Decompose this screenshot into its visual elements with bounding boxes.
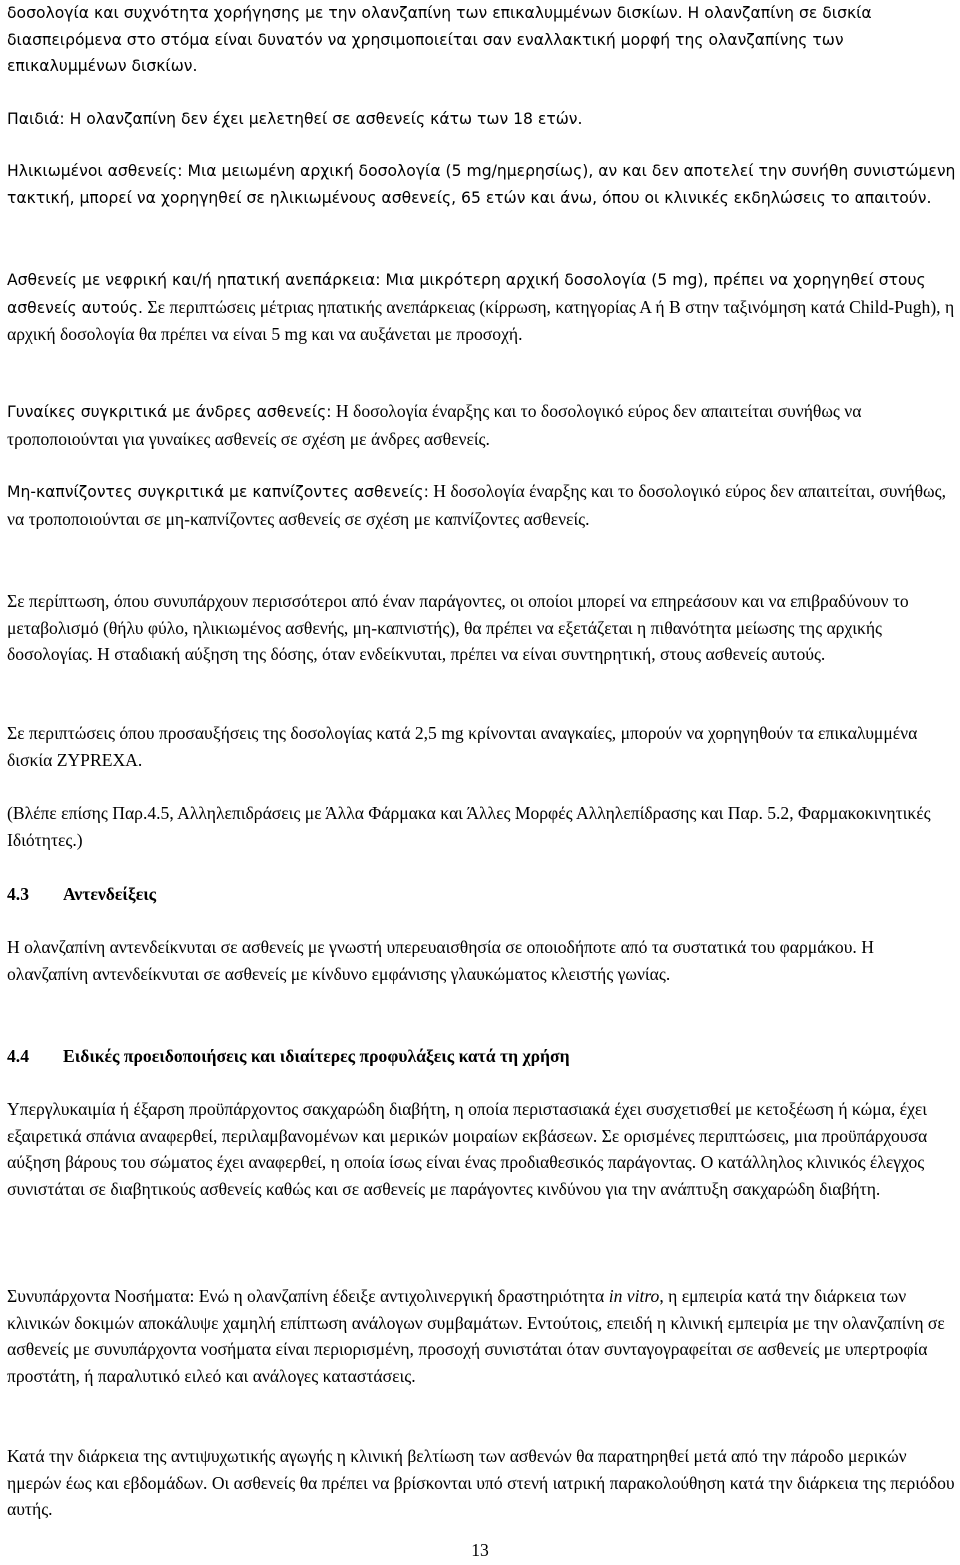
paragraph-nonsmokers xyxy=(7,478,957,532)
paragraph-women-text: Η δοσολογία έναρξης και το δοσολογικό εύρος δεν απαιτείται συνήθως να τροποποιούνται για γυναίκες ασθενείς σε σχέση με άνδρες ασθενείς. xyxy=(7,401,862,449)
section-heading-4-3 xyxy=(7,881,156,907)
paragraph-comorbidities-part2: , η εμπειρία κατά την διάρκεια των κλινικών δοκιμών αποκάλυψε χαμηλή επίπτωση ανάλογων συμβαμάτων. Εντούτοις, επειδή η κλινική εμπειρία με την ολανζαπίνη σε ασθενείς με συνυπάρχοντα νοσήματα είναι περιορισμένη, προσοχή συνιστάται όταν συνταγογραφείται σε ασθενείς με υπερτροφία προστάτη, ή παραλυτικό ειλεό και ανάλογες καταστάσεις. xyxy=(7,1286,945,1386)
section-title: Ειδικές προειδοποιήσεις και ιδιαίτερες προφυλάξεις κατά τη χρήση xyxy=(63,1046,570,1066)
section-number: 4.3 xyxy=(7,884,29,904)
page-number: 13 xyxy=(471,1540,489,1560)
paragraph-contraindications: Η ολανζαπίνη αντενδείκνυται σε ασθενείς με γνωστή υπερευαισθησία σε οποιοδήποτε από τα συστατικά του φαρμάκου. Η ολανζαπίνη αντενδείκνυται σε ασθενείς με κίνδυνο εμφάνισης γλαυκώματος κλειστής γωνίας. xyxy=(7,937,874,984)
paragraph-dosage-continuation: δοσολογία και συχνότητα χορήγησης με την ολανζαπίνη των επικαλυμμένων δισκίων. Η ολανζαπίνη σε δισκία διασπειρόμενα στο στόμα είναι δυνατόν να χρησιμοποιείται σαν εναλλακτική μορφή της ολανζαπίνης των επικαλυμμένων δισκίων. xyxy=(7,4,872,75)
paragraph-comorbidities xyxy=(7,1283,957,1389)
section-title: Αντενδείξεις xyxy=(63,884,157,904)
paragraph-women-label: Γυναίκες συγκριτικά με άνδρες ασθενείς: xyxy=(7,403,332,421)
paragraph-see-also: (Βλέπε επίσης Παρ.4.5, Αλληλεπιδράσεις με Άλλα Φάρμακα και Άλλες Μορφές Αλληλεπίδρασης και Παρ. 5.2, Φαρμακοκινητικές Ιδιότητες.) xyxy=(7,803,931,850)
paragraph-nonsmokers-label: Μη-καπνίζοντες συγκριτικά με καπνίζοντες ασθενείς: xyxy=(7,483,429,501)
paragraph-comorbidities-italic: in vitro xyxy=(608,1286,660,1306)
paragraph-multiple-factors: Σε περίπτωση, όπου συνυπάρχουν περισσότεροι από έναν παράγοντες, οι οποίοι μπορεί να επηρεάσουν και να επιβραδύνουν το μεταβολισμό (θήλυ φύλο, ηλικιωμένος ασθενής, μη-καπνιστής), θα πρέπει να εξετάζεται η πιθανότητα μείωσης της αρχικής δοσολογίας. Η σταδιακή αύξηση της δόσης, όταν ενδείκνυται, πρέπει να είναι συντηρητική, στους ασθενείς αυτούς. xyxy=(7,591,909,664)
paragraph-children: Παιδιά: Η ολανζαπίνη δεν έχει μελετηθεί σε ασθενείς κάτω των 18 ετών. xyxy=(7,110,583,128)
paragraph-renal-hepatic xyxy=(7,266,957,348)
paragraph-comorbidities-part1: Συνυπάρχοντα Νοσήματα: Ενώ η ολανζαπίνη έδειξε αντιχολινεργική δραστηριότητα xyxy=(7,1286,605,1306)
paragraph-dose-increments: Σε περιπτώσεις όπου προσαυξήσεις της δοσολογίας κατά 2,5 mg κρίνονται αναγκαίες, μπορούν να χορηγηθούν τα επικαλυμμένα δισκία ZYPREXA. xyxy=(7,723,918,770)
paragraph-elderly: Ηλικιωμένοι ασθενείς: Μια μειωμένη αρχική δοσολογία (5 mg/ημερησίως), αν και δεν αποτελεί την συνήθη συνιστώμενη τακτική, μπορεί να χορηγηθεί σε ηλικιωμένους ασθενείς, 65 ετών και άνω, όπου οι κλινικές εκδηλώσεις το απαιτούν. xyxy=(7,162,956,207)
section-number: 4.4 xyxy=(7,1046,29,1066)
section-heading-4-4 xyxy=(7,1043,570,1069)
paragraph-antipsychotic-treatment: Κατά την διάρκεια της αντιψυχωτικής αγωγής η κλινική βελτίωση των ασθενών θα παρατηρηθεί μετά από την πάροδο μερικών ημερών έως και εβδομάδων. Οι ασθενείς θα πρέπει να βρίσκονται υπό στενή ιατρική παρακολούθηση κατά την διάρκεια της περιόδου αυτής. xyxy=(7,1446,955,1519)
paragraph-hyperglycemia: Υπεργλυκαιμία ή έξαρση προϋπάρχοντος σακχαρώδη διαβήτη, η οποία περιστασιακά έχει συσχετισθεί με κετοξέωση ή κώμα, έχει εξαιρετικά σπάνια αναφερθεί, περιλαμβανομένων και μερικών μοιραίων εκβάσεων. Σε ορισμένες περιπτώσεις, μια προϋπάρχουσα αύξηση βάρους του σώματος έχει αναφερθεί, η οποία ίσως είναι ένας προδιαθεσικός παράγοντας. Ο κατάλληλος κλινικός έλεγχος συνιστάται σε διαβητικούς ασθενείς καθώς και σε ασθενείς με παράγοντες κινδύνου για την ανάπτυξη σακχαρώδη διαβήτη. xyxy=(7,1099,928,1199)
paragraph-renal-hepatic-part1: Ασθενείς με νεφρική και/ή ηπατική ανεπάρκεια: Μια μικρότερη αρχική δοσολογία (5 mg), πρέπει να χορηγηθεί στους ασθενείς αυτούς. xyxy=(7,271,926,317)
paragraph-renal-hepatic-part2: Σε περιπτώσεις μέτριας ηπατικής ανεπάρκειας (κίρρωση, κατηγορίας Α ή Β στην ταξινόμηση κατά Child-Pugh), η αρχική δοσολογία θα πρέπει να είναι 5 mg και να αυξάνεται με προσοχή. xyxy=(7,296,955,344)
paragraph-nonsmokers-text: Η δοσολογία έναρξης και το δοσολογικό εύρος δεν απαιτείται, συνήθως, να τροποποιούνται σε μη-καπνίζοντες ασθενείς σε σχέση με καπνίζοντες ασθενείς. xyxy=(7,481,946,529)
paragraph-women xyxy=(7,398,957,452)
